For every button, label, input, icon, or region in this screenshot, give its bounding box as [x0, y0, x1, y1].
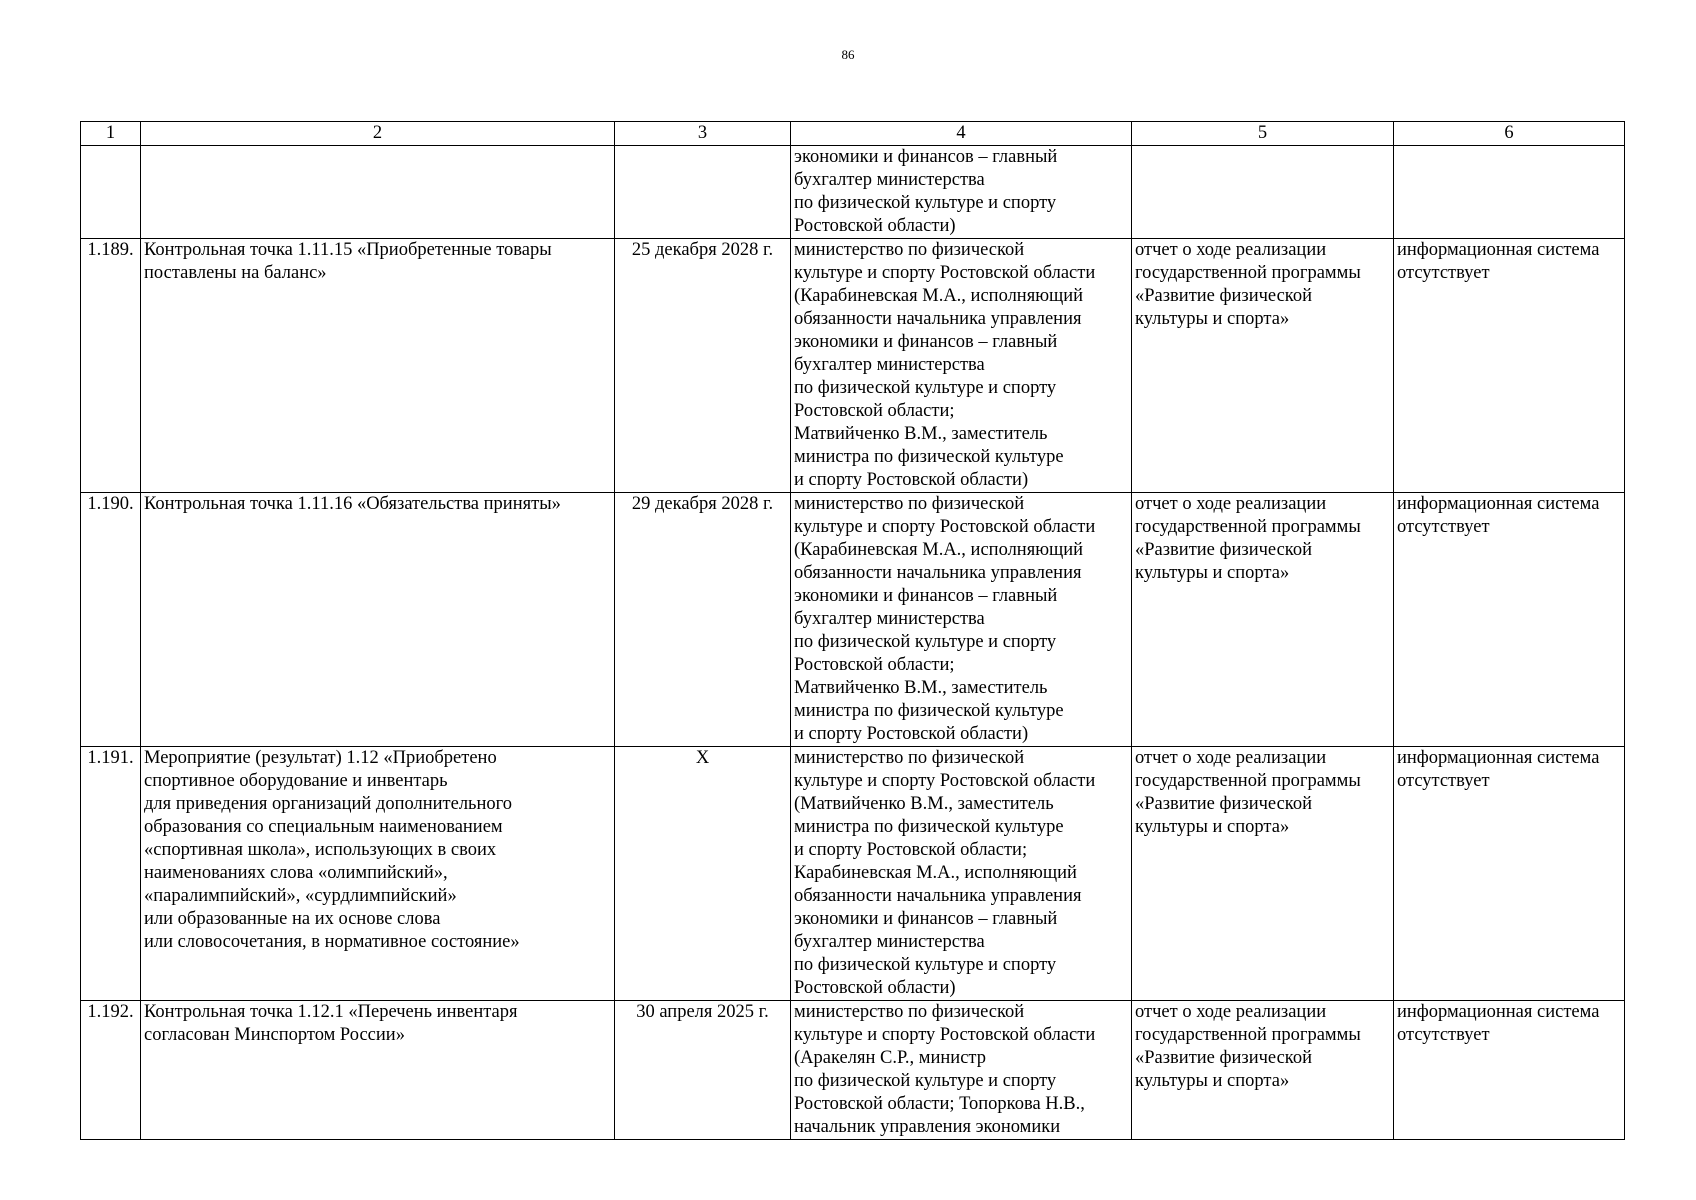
- confirming-document-line: «Развитие физической: [1135, 540, 1312, 560]
- confirming-document-line: «Развитие физической: [1135, 1048, 1312, 1068]
- event-name-line: наименованиях слова «олимпийский»,: [144, 863, 448, 883]
- information-system-line: информационная система: [1397, 240, 1600, 260]
- responsible-line: (Карабиневская М.А., исполняющий: [794, 540, 1084, 560]
- responsible-cell: [791, 1001, 1132, 1140]
- table-header-row: [81, 122, 1625, 146]
- responsible-line: и спорту Ростовской области): [794, 724, 1029, 744]
- responsible-line: министра по физической культуре: [794, 447, 1064, 467]
- responsible-cell: [791, 493, 1132, 747]
- event-name-line: Контрольная точка 1.12.1 «Перечень инвентаря: [144, 1002, 518, 1022]
- page-number: 86: [841, 47, 855, 62]
- event-name-line: Контрольная точка 1.11.16 «Обязательства приняты»: [144, 494, 561, 514]
- information-system-cell: [1394, 493, 1625, 747]
- responsible-line: по физической культуре и спорту: [794, 193, 1057, 213]
- responsible-line: по физической культуре и спорту: [794, 1071, 1057, 1091]
- confirming-document-line: государственной программы: [1135, 263, 1361, 283]
- confirming-document-line: «Развитие физической: [1135, 286, 1312, 306]
- responsible-line: (Аракелян С.Р., министр: [794, 1048, 986, 1068]
- responsible-line: министерство по физической: [794, 1002, 1025, 1022]
- confirming-document-line: «Развитие физической: [1135, 794, 1312, 814]
- event-name-line: согласован Минспортом России»: [144, 1025, 405, 1045]
- event-name-cell: [141, 239, 615, 493]
- information-system-cell: [1394, 146, 1625, 239]
- confirming-document-cell: [1132, 1001, 1394, 1140]
- event-name-line: образования со специальным наименованием: [144, 817, 503, 837]
- information-system-cell: [1394, 1001, 1625, 1140]
- event-name-cell: [141, 1001, 615, 1140]
- column-header-1: 1: [81, 122, 141, 146]
- responsible-line: министерство по физической: [794, 240, 1025, 260]
- deadline-cell: 30 апреля 2025 г.: [615, 1001, 791, 1140]
- column-header-3: 3: [615, 122, 791, 146]
- responsible-line: по физической культуре и спорту: [794, 378, 1057, 398]
- information-system-line: информационная система: [1397, 1002, 1600, 1022]
- table-row: [81, 146, 1625, 239]
- event-name-line: спортивное оборудование и инвентарь: [144, 771, 448, 791]
- column-header-6: 6: [1394, 122, 1625, 146]
- event-name-line: поставлены на баланс»: [144, 263, 327, 283]
- event-name-line: или словосочетания, в нормативное состояние»: [144, 932, 520, 952]
- confirming-document-cell: [1132, 146, 1394, 239]
- responsible-line: и спорту Ростовской области): [794, 470, 1029, 490]
- responsible-line: бухгалтер министерства: [794, 609, 985, 629]
- information-system-cell: [1394, 239, 1625, 493]
- confirming-document-line: культуры и спорта»: [1135, 1071, 1290, 1091]
- confirming-document-line: государственной программы: [1135, 1025, 1361, 1045]
- row-number-cell: 1.190.: [81, 493, 141, 747]
- event-name-line: Контрольная точка 1.11.15 «Приобретенные товары: [144, 240, 552, 260]
- row-number-cell: 1.192.: [81, 1001, 141, 1140]
- row-number-cell: [81, 146, 141, 239]
- responsible-line: обязанности начальника управления: [794, 886, 1082, 906]
- information-system-line: отсутствует: [1397, 1025, 1490, 1045]
- responsible-line: (Карабиневская М.А., исполняющий: [794, 286, 1084, 306]
- event-name-cell: [141, 146, 615, 239]
- responsible-line: министерство по физической: [794, 748, 1025, 768]
- responsible-line: Матвийченко В.М., заместитель: [794, 424, 1048, 444]
- confirming-document-line: культуры и спорта»: [1135, 309, 1290, 329]
- responsible-line: бухгалтер министерства: [794, 355, 985, 375]
- information-system-line: отсутствует: [1397, 771, 1490, 791]
- confirming-document-line: отчет о ходе реализации: [1135, 494, 1327, 514]
- responsible-line: министерство по физической: [794, 494, 1025, 514]
- responsible-line: культуре и спорту Ростовской области: [794, 263, 1096, 283]
- table-row: [81, 1001, 1625, 1140]
- event-name-line: или образованные на их основе слова: [144, 909, 441, 929]
- responsible-line: Ростовской области): [794, 978, 956, 998]
- information-system-line: информационная система: [1397, 748, 1600, 768]
- table-body: [81, 146, 1625, 1140]
- row-number-cell: 1.189.: [81, 239, 141, 493]
- responsible-cell: [791, 747, 1132, 1001]
- responsible-line: министра по физической культуре: [794, 701, 1064, 721]
- event-name-line: «спортивная школа», использующих в своих: [144, 840, 497, 860]
- responsible-line: Ростовской области; Топоркова Н.В.,: [794, 1094, 1085, 1114]
- deadline-cell: Х: [615, 747, 791, 1001]
- deadline-cell: [615, 146, 791, 239]
- confirming-document-line: государственной программы: [1135, 517, 1361, 537]
- responsible-line: начальник управления экономики: [794, 1117, 1061, 1137]
- deadline-cell: 25 декабря 2028 г.: [615, 239, 791, 493]
- document-table: [80, 121, 1625, 1140]
- responsible-line: (Матвийченко В.М., заместитель: [794, 794, 1054, 814]
- responsible-line: обязанности начальника управления: [794, 563, 1082, 583]
- responsible-line: обязанности начальника управления: [794, 309, 1082, 329]
- information-system-line: информационная система: [1397, 494, 1600, 514]
- table-row: [81, 493, 1625, 747]
- event-name-cell: [141, 747, 615, 1001]
- column-header-2: 2: [141, 122, 615, 146]
- confirming-document-cell: [1132, 493, 1394, 747]
- column-header-4: 4: [791, 122, 1132, 146]
- event-name-line: Мероприятие (результат) 1.12 «Приобретено: [144, 748, 497, 768]
- column-header-5: 5: [1132, 122, 1394, 146]
- confirming-document-line: отчет о ходе реализации: [1135, 240, 1327, 260]
- responsible-line: культуре и спорту Ростовской области: [794, 771, 1096, 791]
- confirming-document-cell: [1132, 747, 1394, 1001]
- information-system-line: отсутствует: [1397, 263, 1490, 283]
- responsible-line: экономики и финансов – главный: [794, 147, 1058, 167]
- confirming-document-line: отчет о ходе реализации: [1135, 748, 1327, 768]
- row-number-cell: 1.191.: [81, 747, 141, 1001]
- responsible-cell: [791, 146, 1132, 239]
- confirming-document-line: культуры и спорта»: [1135, 817, 1290, 837]
- table-row: [81, 747, 1625, 1001]
- responsible-line: по физической культуре и спорту: [794, 955, 1057, 975]
- event-name-cell: [141, 493, 615, 747]
- confirming-document-line: отчет о ходе реализации: [1135, 1002, 1327, 1022]
- table-row: [81, 239, 1625, 493]
- responsible-line: Ростовской области;: [794, 401, 955, 421]
- deadline-cell: 29 декабря 2028 г.: [615, 493, 791, 747]
- responsible-line: бухгалтер министерства: [794, 932, 985, 952]
- responsible-line: экономики и финансов – главный: [794, 332, 1058, 352]
- confirming-document-cell: [1132, 239, 1394, 493]
- information-system-line: отсутствует: [1397, 517, 1490, 537]
- responsible-line: Ростовской области): [794, 216, 956, 236]
- responsible-line: Ростовской области;: [794, 655, 955, 675]
- information-system-cell: [1394, 747, 1625, 1001]
- responsible-cell: [791, 239, 1132, 493]
- responsible-line: министра по физической культуре: [794, 817, 1064, 837]
- responsible-line: культуре и спорту Ростовской области: [794, 1025, 1096, 1045]
- confirming-document-line: культуры и спорта»: [1135, 563, 1290, 583]
- responsible-line: и спорту Ростовской области;: [794, 840, 1028, 860]
- confirming-document-line: государственной программы: [1135, 771, 1361, 791]
- responsible-line: экономики и финансов – главный: [794, 909, 1058, 929]
- responsible-line: Карабиневская М.А., исполняющий: [794, 863, 1077, 883]
- responsible-line: по физической культуре и спорту: [794, 632, 1057, 652]
- responsible-line: культуре и спорту Ростовской области: [794, 517, 1096, 537]
- event-name-line: «паралимпийский», «сурдлимпийский»: [144, 886, 457, 906]
- responsible-line: Матвийченко В.М., заместитель: [794, 678, 1048, 698]
- event-name-line: для приведения организаций дополнительного: [144, 794, 513, 814]
- responsible-line: бухгалтер министерства: [794, 170, 985, 190]
- responsible-line: экономики и финансов – главный: [794, 586, 1058, 606]
